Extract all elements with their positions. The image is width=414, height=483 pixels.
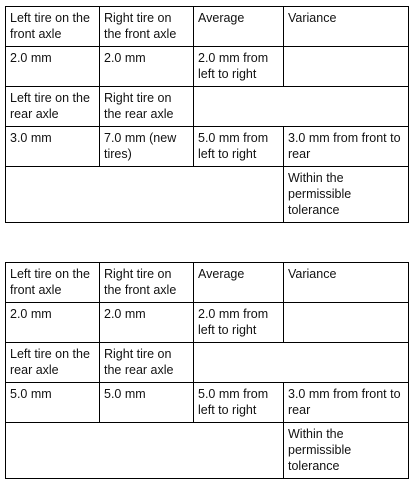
header-right-rear-tire: Right tire on the rear axle [100,343,194,383]
table-row [6,423,409,479]
header-right-front-tire: Right tire on the front axle [100,263,194,303]
table-row [6,47,409,87]
rear-left-value: 3.0 mm [6,127,100,167]
header-average: Average [194,7,284,47]
front-left-value: 2.0 mm [6,47,100,87]
front-average-value: 2.0 mm from left to right [194,47,284,87]
header-left-rear-tire: Left tire on the rear axle [6,343,100,383]
front-variance-value [284,47,409,87]
table-row [6,303,409,343]
header-left-front-tire: Left tire on the front axle [6,7,100,47]
table-row [6,87,409,127]
header-variance: Variance [284,263,409,303]
verdict-cell: Within the permissible tolerance [284,167,409,223]
rear-average-value: 5.0 mm from left to right [194,127,284,167]
empty-cell [6,423,284,479]
header-left-front-tire: Left tire on the front axle [6,263,100,303]
header-variance: Variance [284,7,409,47]
rear-right-value: 5.0 mm [100,383,194,423]
empty-cell [6,167,284,223]
header-left-rear-tire: Left tire on the rear axle [6,87,100,127]
front-left-value: 2.0 mm [6,303,100,343]
front-average-value: 2.0 mm from left to right [194,303,284,343]
table-row [6,7,409,47]
rear-left-value: 5.0 mm [6,383,100,423]
front-right-value: 2.0 mm [100,47,194,87]
empty-cell [194,87,409,127]
header-average: Average [194,263,284,303]
rear-variance-value: 3.0 mm from front to rear [284,127,409,167]
verdict-cell: Within the permissible tolerance [284,423,409,479]
rear-average-value: 5.0 mm from left to right [194,383,284,423]
table-row [6,343,409,383]
table-row [6,127,409,167]
rear-variance-value: 3.0 mm from front to rear [284,383,409,423]
table-row [6,383,409,423]
front-right-value: 2.0 mm [100,303,194,343]
header-right-front-tire: Right tire on the front axle [100,7,194,47]
tire-tread-table-2 [5,262,409,479]
tire-tread-table-1 [5,6,409,223]
table-row [6,167,409,223]
front-variance-value [284,303,409,343]
header-right-rear-tire: Right tire on the rear axle [100,87,194,127]
table-row [6,263,409,303]
rear-right-value: 7.0 mm (new tires) [100,127,194,167]
empty-cell [194,343,409,383]
